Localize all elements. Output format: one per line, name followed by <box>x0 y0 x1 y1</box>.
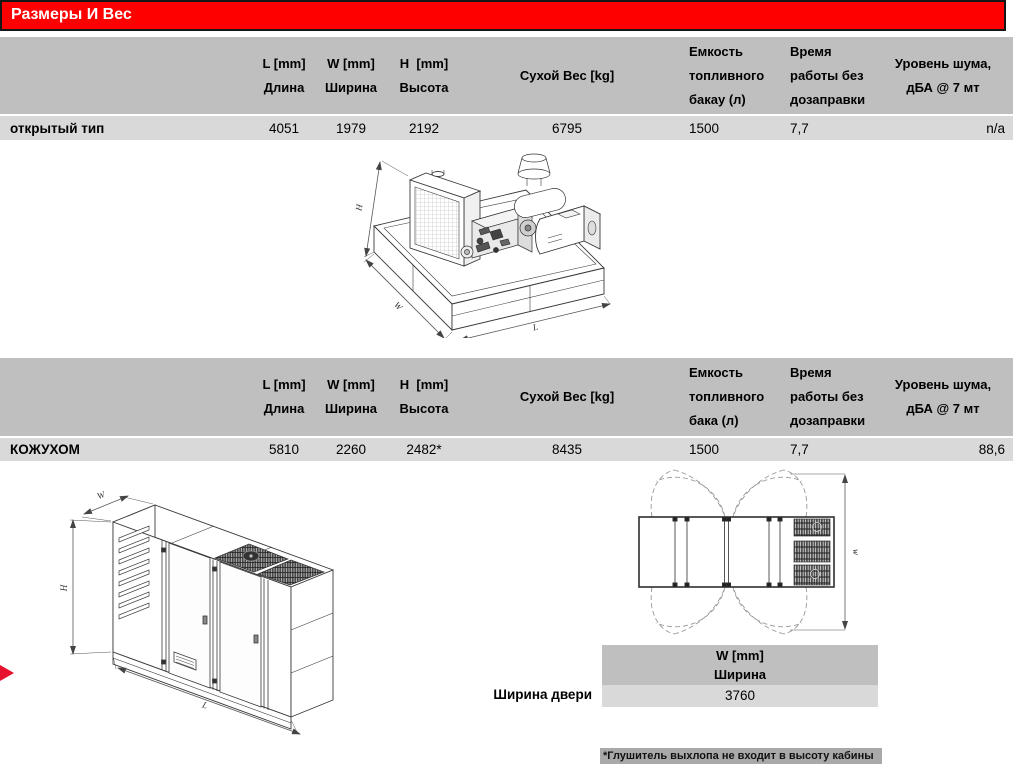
col-header-noise: Уровень шума, дБА @ 7 мт <box>873 37 1013 114</box>
col-header-dry-weight: Сухой Вес [kg] <box>464 37 670 114</box>
section-title-banner <box>0 0 1006 31</box>
door-width-label: Ширина двери <box>493 687 592 702</box>
value-noise: 88,6 <box>873 436 1013 461</box>
row-label-open-type: открытый тип <box>0 114 250 140</box>
value-height: 2192 <box>384 114 464 140</box>
dimension-label-w: w <box>851 548 861 556</box>
section-title: Размеры И Вес <box>11 6 132 23</box>
value-runtime: 7,7 <box>775 114 873 140</box>
value-dry-weight: 6795 <box>464 114 670 140</box>
value-fuel-tank: 1500 <box>670 436 775 461</box>
col-header-length: L [mm] Длина <box>250 37 318 114</box>
row-label-canopy: КОЖУХОМ <box>0 436 250 461</box>
col-header-width: W [mm] Ширина <box>318 37 384 114</box>
value-dry-weight: 8435 <box>464 436 670 461</box>
col-header-fuel-tank: Емкость топливного бака (л) <box>670 358 775 436</box>
value-length: 4051 <box>250 114 318 140</box>
door-width-header: W [mm] Ширина <box>602 645 878 685</box>
door-width-value: 3760 <box>602 685 878 707</box>
dimension-label-h: H <box>59 584 69 592</box>
value-width: 1979 <box>318 114 384 140</box>
value-runtime: 7,7 <box>775 436 873 461</box>
value-width: 2260 <box>318 436 384 461</box>
dimension-label-w: W <box>391 299 405 313</box>
col-header-noise: Уровень шума, дБА @ 7 мт <box>873 358 1013 436</box>
dimension-label-l: L <box>200 699 210 711</box>
value-noise: n/a <box>873 114 1013 140</box>
canopy-genset-isometric-drawing <box>58 470 370 738</box>
footnote-bar: *Глушитель выхлопа не входит в высоту кабины <box>600 748 882 764</box>
dimension-label-w: W <box>95 489 107 502</box>
col-header-runtime: Время работы без дозаправки <box>775 358 873 436</box>
col-header-empty <box>0 358 250 436</box>
open-genset-isometric-drawing <box>352 146 652 338</box>
dimensions-table-canopy <box>0 358 1013 461</box>
col-header-height: H [mm] Высота <box>384 37 464 114</box>
col-header-fuel-tank: Емкость топливного бакау (л) <box>670 37 775 114</box>
value-length: 5810 <box>250 436 318 461</box>
dimension-label-h: H <box>353 203 365 212</box>
col-header-runtime: Время работы без дозаправки <box>775 37 873 114</box>
value-fuel-tank: 1500 <box>670 114 775 140</box>
dimension-label-l: L <box>531 321 539 333</box>
red-arrow-cursor <box>0 663 16 683</box>
col-header-empty <box>0 37 250 114</box>
dimensions-table-open <box>0 37 1013 140</box>
col-header-width: W [mm] Ширина <box>318 358 384 436</box>
col-header-length: L [mm] Длина <box>250 358 318 436</box>
top-grilles <box>794 519 830 585</box>
value-height: 2482* <box>384 436 464 461</box>
col-header-height: H [mm] Высота <box>384 358 464 436</box>
canopy-top-view-drawing <box>612 466 862 638</box>
col-header-dry-weight: Сухой Вес [kg] <box>464 358 670 436</box>
